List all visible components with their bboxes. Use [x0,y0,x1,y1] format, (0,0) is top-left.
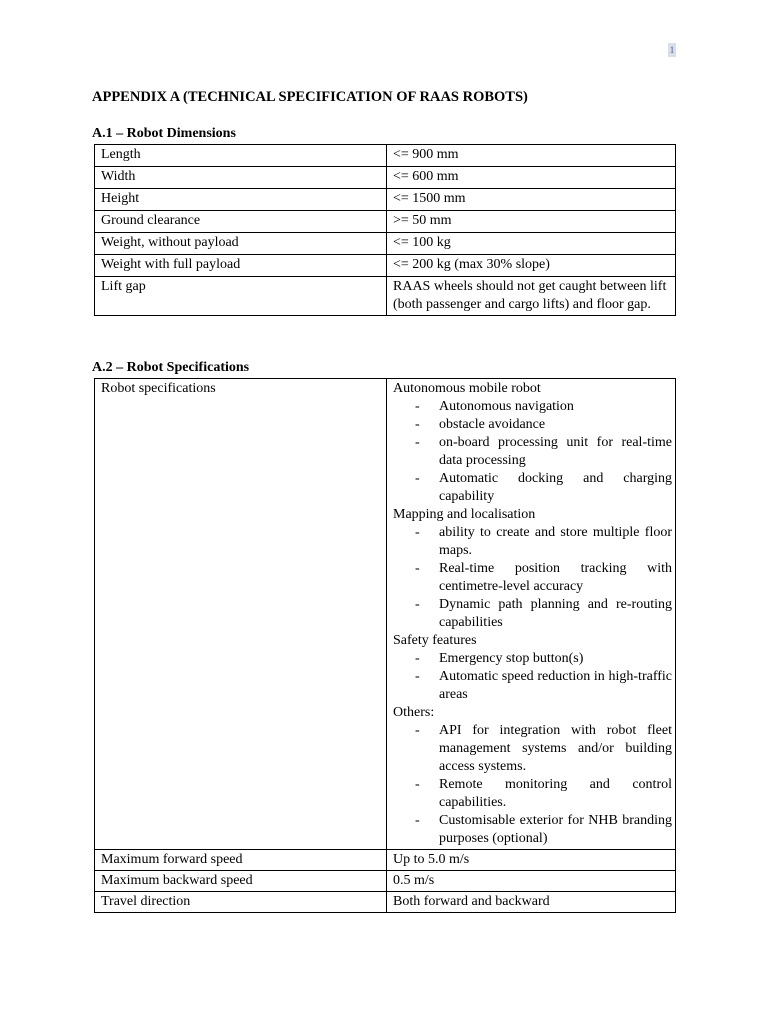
dash-bullet: - [415,417,420,432]
group-title: Mapping and localisation [393,507,536,522]
list-item: - on-board processing unit for real-time data processing [415,435,672,468]
list-item: - Automatic speed reduction in high-traffic areas [415,669,672,702]
list-item: - Dynamic path planning and re-routing capabilities [415,597,672,630]
table-row [95,892,676,913]
row-value: <= 200 kg (max 30% slope) [387,255,676,277]
dash-bullet: - [415,399,420,414]
row-label: Weight with full payload [95,255,387,277]
list-item: - Emergency stop button(s) [415,651,584,666]
list-item: - Autonomous navigation [415,399,574,414]
list-item: - Automatic docking and charging capability [415,471,672,504]
bullet-list [393,722,672,848]
section-title-specifications: A.2 – Robot Specifications [92,360,250,375]
group-title: Autonomous mobile robot [393,381,541,396]
table-row [95,167,676,189]
row-label: Height [95,189,387,211]
row-value: Both forward and backward [387,892,676,913]
section-title-dimensions: A.1 – Robot Dimensions [92,126,236,141]
specifications-table [94,378,676,913]
dash-bullet: - [415,597,420,612]
dash-bullet: - [415,777,420,792]
row-value: 0.5 m/s [387,871,676,892]
appendix-heading: APPENDIX A (TECHNICAL SPECIFICATION OF RAAS ROBOTS) [92,89,528,105]
row-label: Maximum forward speed [95,850,387,871]
table-row [95,189,676,211]
table-row [95,850,676,871]
row-value: Up to 5.0 m/s [387,850,676,871]
row-value: RAAS wheels should not get caught between lift (both passenger and cargo lifts) and floor gap. [387,277,676,316]
list-item: - Customisable exterior for NHB branding purposes (optional) [415,813,672,846]
group-title: Safety features [393,633,477,648]
row-value: <= 100 kg [387,233,676,255]
list-item: - Real-time position tracking with centimetre-level accuracy [415,561,672,594]
dash-bullet: - [415,435,420,450]
group-title: Others: [393,705,435,720]
list-item: - Remote monitoring and control capabilities. [415,777,672,810]
row-label: Ground clearance [95,211,387,233]
bullet-list [393,650,672,704]
table-row [95,255,676,277]
row-value: <= 600 mm [387,167,676,189]
table-row [95,379,676,850]
list-item: - API for integration with robot fleet management systems and/or building access systems. [415,723,672,774]
bullet-list [393,398,672,506]
table-row [95,871,676,892]
dash-bullet: - [415,723,420,738]
row-label: Travel direction [95,892,387,913]
row-value: >= 50 mm [387,211,676,233]
dash-bullet: - [415,561,420,576]
row-value: <= 900 mm [387,145,676,167]
row-label: Length [95,145,387,167]
dash-bullet: - [415,525,420,540]
row-label: Weight, without payload [95,233,387,255]
dash-bullet: - [415,471,420,486]
dash-bullet: - [415,669,420,684]
table-row [95,145,676,167]
table-row [95,211,676,233]
row-label: Width [95,167,387,189]
dash-bullet: - [415,813,420,828]
row-label: Maximum backward speed [95,871,387,892]
row-value: <= 1500 mm [387,189,676,211]
row-label: Robot specifications [95,379,387,850]
page-number: 1 [669,45,675,55]
dash-bullet: - [415,651,420,666]
dimensions-table [94,144,676,316]
bullet-list [393,524,672,632]
table-row [95,277,676,316]
spec-details [387,379,676,850]
list-item: - ability to create and store multiple floor maps. [415,525,672,558]
row-label: Lift gap [95,277,387,316]
list-item: - obstacle avoidance [415,417,546,432]
table-row [95,233,676,255]
